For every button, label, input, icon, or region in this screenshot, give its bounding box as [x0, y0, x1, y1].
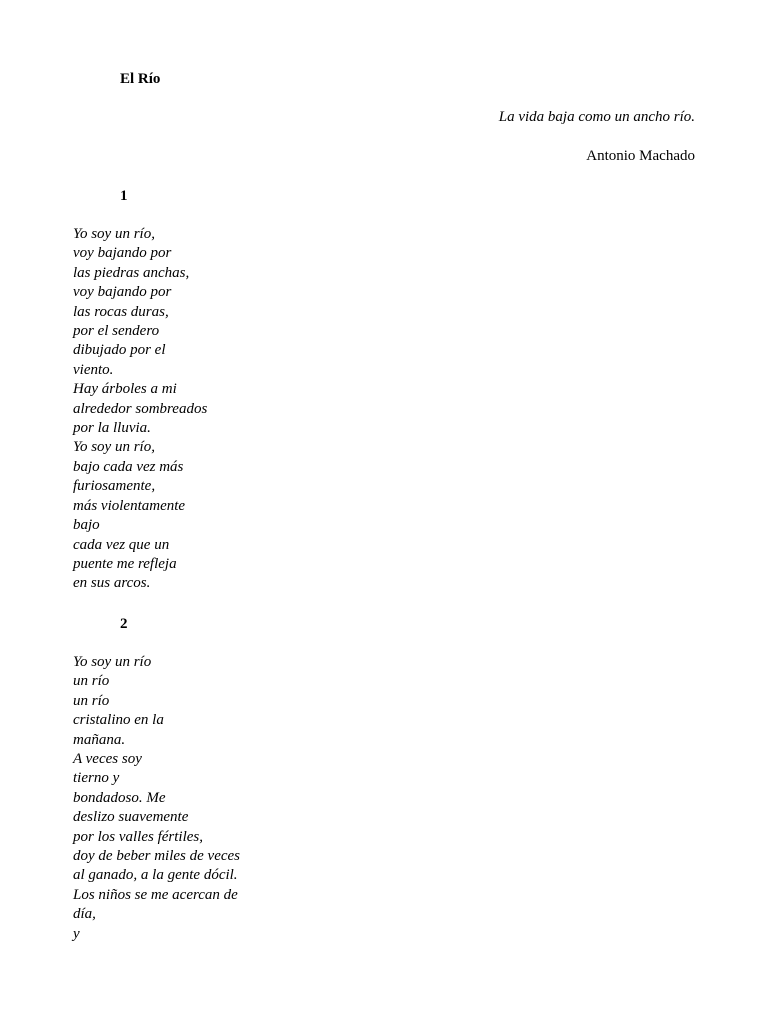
verse-line: por los valles fértiles,: [73, 828, 203, 845]
verse-line: y: [73, 925, 80, 942]
verse-line: Yo soy un río: [73, 654, 152, 670]
verse-line: furiosamente,: [73, 478, 156, 495]
section-number-2: 2: [120, 616, 128, 632]
verse-line: las piedras anchas,: [73, 264, 190, 281]
verse-line: voy bajando por: [73, 284, 172, 301]
verse-line: un río: [73, 673, 110, 690]
verse-line: viento.: [73, 361, 114, 378]
verse-line: mañana.: [73, 731, 126, 748]
verse-line: día,: [73, 906, 96, 923]
stanza-1: [73, 225, 207, 594]
verse-line: Yo soy un río,: [73, 226, 155, 242]
verse-line: cada vez que un: [73, 536, 170, 553]
verse-line: en sus arcos.: [73, 575, 151, 592]
verse-line: Los niños se me acercan de: [73, 886, 238, 903]
verse-line: por el sendero: [73, 323, 160, 340]
verse-line: dibujado por el: [73, 342, 166, 359]
verse-line: cristalino en la: [73, 712, 164, 729]
section-number-1: 1: [120, 188, 128, 204]
verse-line: doy de beber miles de veces: [73, 848, 241, 865]
epigraph-quote: La vida baja como un ancho río.: [498, 109, 695, 125]
verse-line: voy bajando por: [73, 245, 172, 262]
epigraph-author: Antonio Machado: [586, 148, 695, 164]
verse-line: Yo soy un río,: [73, 439, 155, 456]
verse-line: bondadoso. Me: [73, 789, 166, 806]
poem-title: El Río: [120, 71, 161, 87]
verse-line: las rocas duras,: [73, 303, 169, 320]
verse-line: más violentamente: [73, 497, 186, 514]
verse-line: bajo cada vez más: [73, 458, 184, 475]
verse-line: deslizo suavemente: [73, 809, 189, 826]
stanza-2: [73, 653, 240, 944]
verse-line: Hay árboles a mi: [73, 381, 177, 398]
verse-line: puente me refleja: [73, 555, 177, 572]
verse-line: al ganado, a la gente dócil.: [73, 867, 238, 884]
verse-line: alrededor sombreados: [73, 400, 208, 417]
verse-line: por la lluvia.: [73, 420, 151, 437]
verse-line: A veces soy: [73, 751, 142, 768]
verse-line: bajo: [73, 517, 100, 534]
verse-line: un río: [73, 692, 110, 709]
verse-line: tierno y: [73, 770, 120, 787]
